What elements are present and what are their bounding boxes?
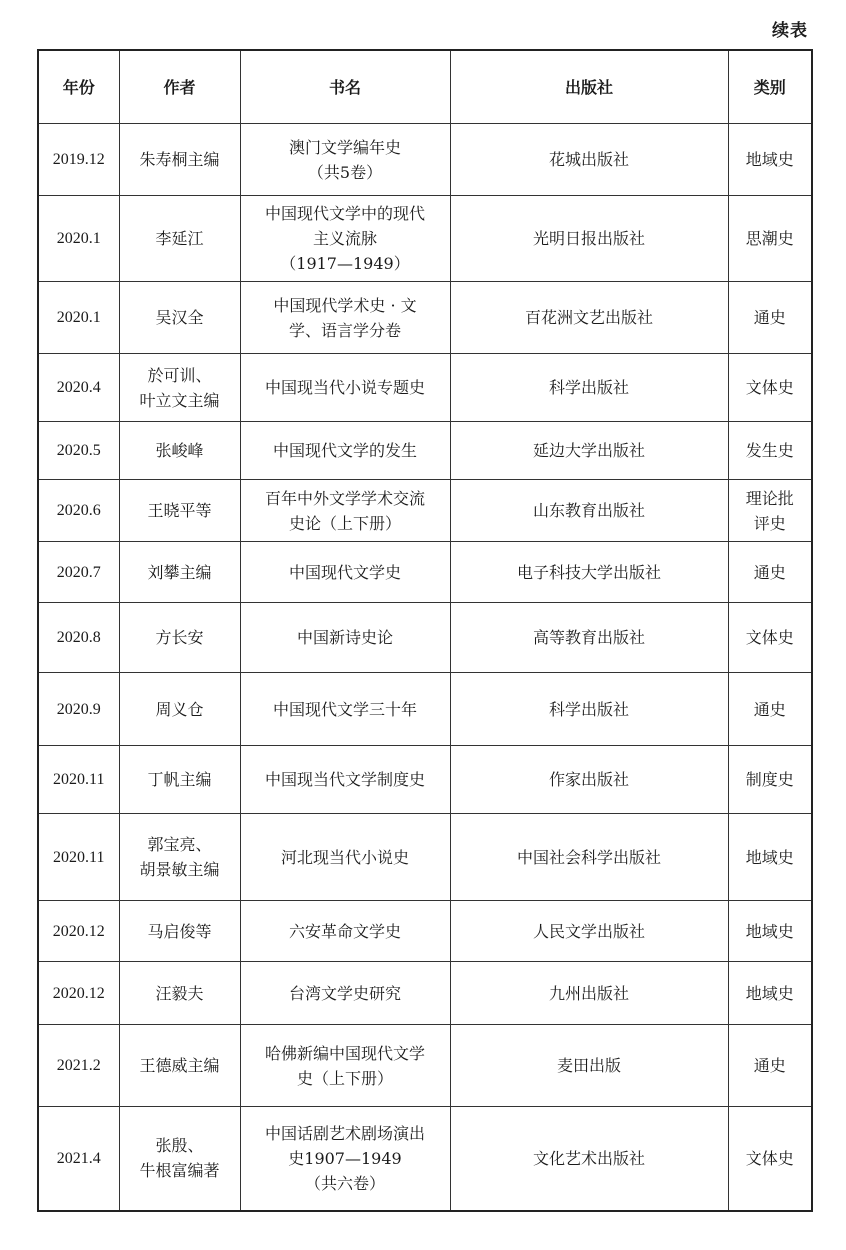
cell-publisher: 科学出版社 bbox=[450, 354, 728, 422]
cell-title: 中国现代学术史 · 文 学、语言学分卷 bbox=[240, 282, 450, 354]
cell-year: 2020.5 bbox=[38, 422, 119, 480]
table-row bbox=[38, 962, 812, 1025]
table-header bbox=[38, 50, 812, 124]
header-year: 年份 bbox=[38, 50, 119, 124]
cell-author: 张殷、 牛根富编著 bbox=[119, 1107, 240, 1211]
cell-publisher: 高等教育出版社 bbox=[450, 603, 728, 673]
table-row bbox=[38, 282, 812, 354]
table-body bbox=[38, 124, 812, 1211]
cell-publisher: 中国社会科学出版社 bbox=[450, 814, 728, 901]
cell-category: 文体史 bbox=[728, 603, 812, 673]
publication-table bbox=[37, 49, 813, 1212]
cell-category: 通史 bbox=[728, 1025, 812, 1107]
cell-publisher: 延边大学出版社 bbox=[450, 422, 728, 480]
table-row bbox=[38, 354, 812, 422]
table-row bbox=[38, 422, 812, 480]
cell-author: 方长安 bbox=[119, 603, 240, 673]
cell-category: 通史 bbox=[728, 282, 812, 354]
cell-category: 地域史 bbox=[728, 901, 812, 962]
cell-year: 2020.9 bbox=[38, 673, 119, 746]
cell-publisher: 作家出版社 bbox=[450, 746, 728, 814]
cell-year: 2020.8 bbox=[38, 603, 119, 673]
cell-title: 哈佛新编中国现代文学 史（上下册） bbox=[240, 1025, 450, 1107]
cell-publisher: 麦田出版 bbox=[450, 1025, 728, 1107]
cell-category: 通史 bbox=[728, 542, 812, 603]
cell-title: 六安革命文学史 bbox=[240, 901, 450, 962]
table-row bbox=[38, 901, 812, 962]
cell-title: 中国现代文学三十年 bbox=[240, 673, 450, 746]
cell-title: 中国现当代文学制度史 bbox=[240, 746, 450, 814]
cell-title: 澳门文学编年史 （共5卷） bbox=[240, 124, 450, 196]
cell-category: 思潮史 bbox=[728, 196, 812, 282]
cell-author: 於可训、 叶立文主编 bbox=[119, 354, 240, 422]
cell-publisher: 人民文学出版社 bbox=[450, 901, 728, 962]
cell-category: 发生史 bbox=[728, 422, 812, 480]
header-title: 书名 bbox=[240, 50, 450, 124]
cell-title: 中国新诗史论 bbox=[240, 603, 450, 673]
cell-year: 2020.11 bbox=[38, 814, 119, 901]
table-row bbox=[38, 673, 812, 746]
cell-author: 王晓平等 bbox=[119, 480, 240, 542]
cell-author: 王德威主编 bbox=[119, 1025, 240, 1107]
table-row bbox=[38, 603, 812, 673]
cell-year: 2020.1 bbox=[38, 196, 119, 282]
table-row bbox=[38, 542, 812, 603]
table-row bbox=[38, 480, 812, 542]
cell-publisher: 电子科技大学出版社 bbox=[450, 542, 728, 603]
cell-category: 通史 bbox=[728, 673, 812, 746]
cell-category: 文体史 bbox=[728, 1107, 812, 1211]
cell-publisher: 山东教育出版社 bbox=[450, 480, 728, 542]
cell-author: 朱寿桐主编 bbox=[119, 124, 240, 196]
cell-year: 2021.2 bbox=[38, 1025, 119, 1107]
cell-category: 地域史 bbox=[728, 124, 812, 196]
table-row bbox=[38, 1107, 812, 1211]
table-row bbox=[38, 746, 812, 814]
cell-author: 马启俊等 bbox=[119, 901, 240, 962]
cell-publisher: 花城出版社 bbox=[450, 124, 728, 196]
cell-title: 中国现当代小说专题史 bbox=[240, 354, 450, 422]
cell-year: 2020.12 bbox=[38, 901, 119, 962]
cell-year: 2020.7 bbox=[38, 542, 119, 603]
cell-year: 2020.4 bbox=[38, 354, 119, 422]
cell-category: 制度史 bbox=[728, 746, 812, 814]
cell-year: 2021.4 bbox=[38, 1107, 119, 1211]
cell-author: 周义仓 bbox=[119, 673, 240, 746]
cell-author: 李延江 bbox=[119, 196, 240, 282]
cell-category: 地域史 bbox=[728, 814, 812, 901]
header-author: 作者 bbox=[119, 50, 240, 124]
table-row bbox=[38, 124, 812, 196]
cell-title: 中国现代文学中的现代 主义流脉 （1917—1949） bbox=[240, 196, 450, 282]
cell-title: 河北现当代小说史 bbox=[240, 814, 450, 901]
cell-category: 文体史 bbox=[728, 354, 812, 422]
table-row bbox=[38, 196, 812, 282]
cell-title: 中国话剧艺术剧场演出 史1907—1949 （共六卷） bbox=[240, 1107, 450, 1211]
cell-title: 中国现代文学的发生 bbox=[240, 422, 450, 480]
continued-label: 续表 bbox=[772, 21, 808, 41]
header-publisher: 出版社 bbox=[450, 50, 728, 124]
cell-publisher: 科学出版社 bbox=[450, 673, 728, 746]
cell-title: 百年中外文学学术交流 史论（上下册） bbox=[240, 480, 450, 542]
cell-author: 郭宝亮、 胡景敏主编 bbox=[119, 814, 240, 901]
cell-year: 2020.11 bbox=[38, 746, 119, 814]
cell-title: 中国现代文学史 bbox=[240, 542, 450, 603]
cell-author: 刘攀主编 bbox=[119, 542, 240, 603]
cell-publisher: 光明日报出版社 bbox=[450, 196, 728, 282]
cell-author: 汪毅夫 bbox=[119, 962, 240, 1025]
cell-publisher: 九州出版社 bbox=[450, 962, 728, 1025]
cell-author: 丁帆主编 bbox=[119, 746, 240, 814]
cell-year: 2019.12 bbox=[38, 124, 119, 196]
cell-year: 2020.6 bbox=[38, 480, 119, 542]
cell-publisher: 文化艺术出版社 bbox=[450, 1107, 728, 1211]
cell-category: 理论批 评史 bbox=[728, 480, 812, 542]
cell-year: 2020.12 bbox=[38, 962, 119, 1025]
cell-author: 张峻峰 bbox=[119, 422, 240, 480]
cell-title: 台湾文学史研究 bbox=[240, 962, 450, 1025]
table-row bbox=[38, 1025, 812, 1107]
header-category: 类别 bbox=[728, 50, 812, 124]
cell-author: 吴汉全 bbox=[119, 282, 240, 354]
cell-publisher: 百花洲文艺出版社 bbox=[450, 282, 728, 354]
table-row bbox=[38, 814, 812, 901]
cell-year: 2020.1 bbox=[38, 282, 119, 354]
cell-category: 地域史 bbox=[728, 962, 812, 1025]
header-row bbox=[38, 50, 812, 124]
